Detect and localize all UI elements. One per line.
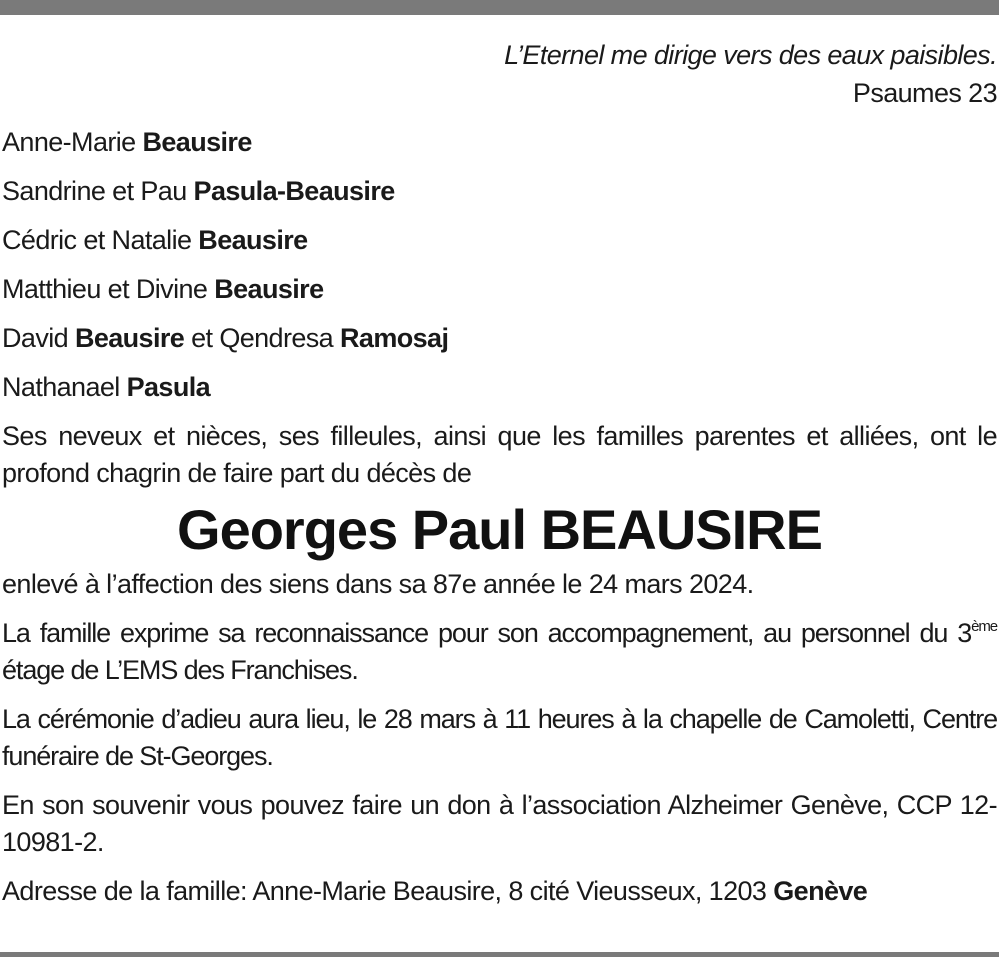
bottom-rule	[0, 952, 999, 957]
family-list	[2, 124, 997, 406]
member-first-names: David	[2, 323, 75, 353]
gratitude-before: La famille exprime sa reconnaissance pour son accompagnement, au personnel du 3	[2, 618, 972, 648]
address-city: Genève	[773, 876, 868, 906]
member-first-names: Anne-Marie	[2, 127, 143, 157]
gratitude-text	[2, 615, 997, 689]
member-first-names: Cédric et Natalie	[2, 225, 199, 255]
family-address	[2, 873, 997, 910]
top-rule	[0, 0, 999, 15]
member-partner: et Qendresa	[184, 323, 340, 353]
member-first-names: Nathanael	[2, 372, 127, 402]
donation-text: En son souvenir vous pouvez faire un don à l’association Alzheimer Genève, CCP 12-10981-2.	[2, 790, 997, 857]
address-text: Adresse de la famille: Anne-Marie Beausire, 8 cité Vieusseux, 1203	[2, 876, 774, 906]
member-first-names: Sandrine et Pau	[2, 176, 194, 206]
member-surname: Pasula	[126, 372, 211, 402]
family-member	[2, 124, 997, 161]
member-surname: Ramosaj	[340, 323, 449, 353]
announcement-intro: Ses neveux et nièces, ses filleules, ainsi que les familles parentes et alliées, ont le profond chagrin de faire part du décès de	[2, 421, 997, 488]
family-member	[2, 320, 997, 357]
deceased-name: Georges Paul BEAUSIRE	[177, 498, 822, 561]
family-member	[2, 173, 997, 210]
bible-verse	[2, 36, 997, 112]
obituary-notice	[2, 36, 997, 922]
passing-text: enlevé à l’affection des siens dans sa 87e année le 24 mars 2024.	[2, 569, 754, 599]
ordinal-suffix: ème	[971, 618, 997, 635]
family-member	[2, 369, 997, 406]
family-member	[2, 222, 997, 259]
member-surname: Beausire	[198, 225, 308, 255]
verse-quote: L’Eternel me dirige vers des eaux paisibles.	[504, 40, 997, 70]
verse-reference: Psaumes 23	[852, 78, 997, 108]
member-first-names: Matthieu et Divine	[2, 274, 215, 304]
member-surname: Beausire	[74, 323, 185, 353]
gratitude-after: étage de L’EMS des Franchises.	[2, 655, 358, 685]
ceremony-text: La cérémonie d’adieu aura lieu, le 28 mars à 11 heures à la chapelle de Camoletti, Centre funéraire de St-Georges.	[2, 704, 997, 771]
member-surname: Pasula-Beausire	[193, 176, 395, 206]
member-surname: Beausire	[214, 274, 324, 304]
member-surname: Beausire	[142, 127, 252, 157]
family-member	[2, 271, 997, 308]
